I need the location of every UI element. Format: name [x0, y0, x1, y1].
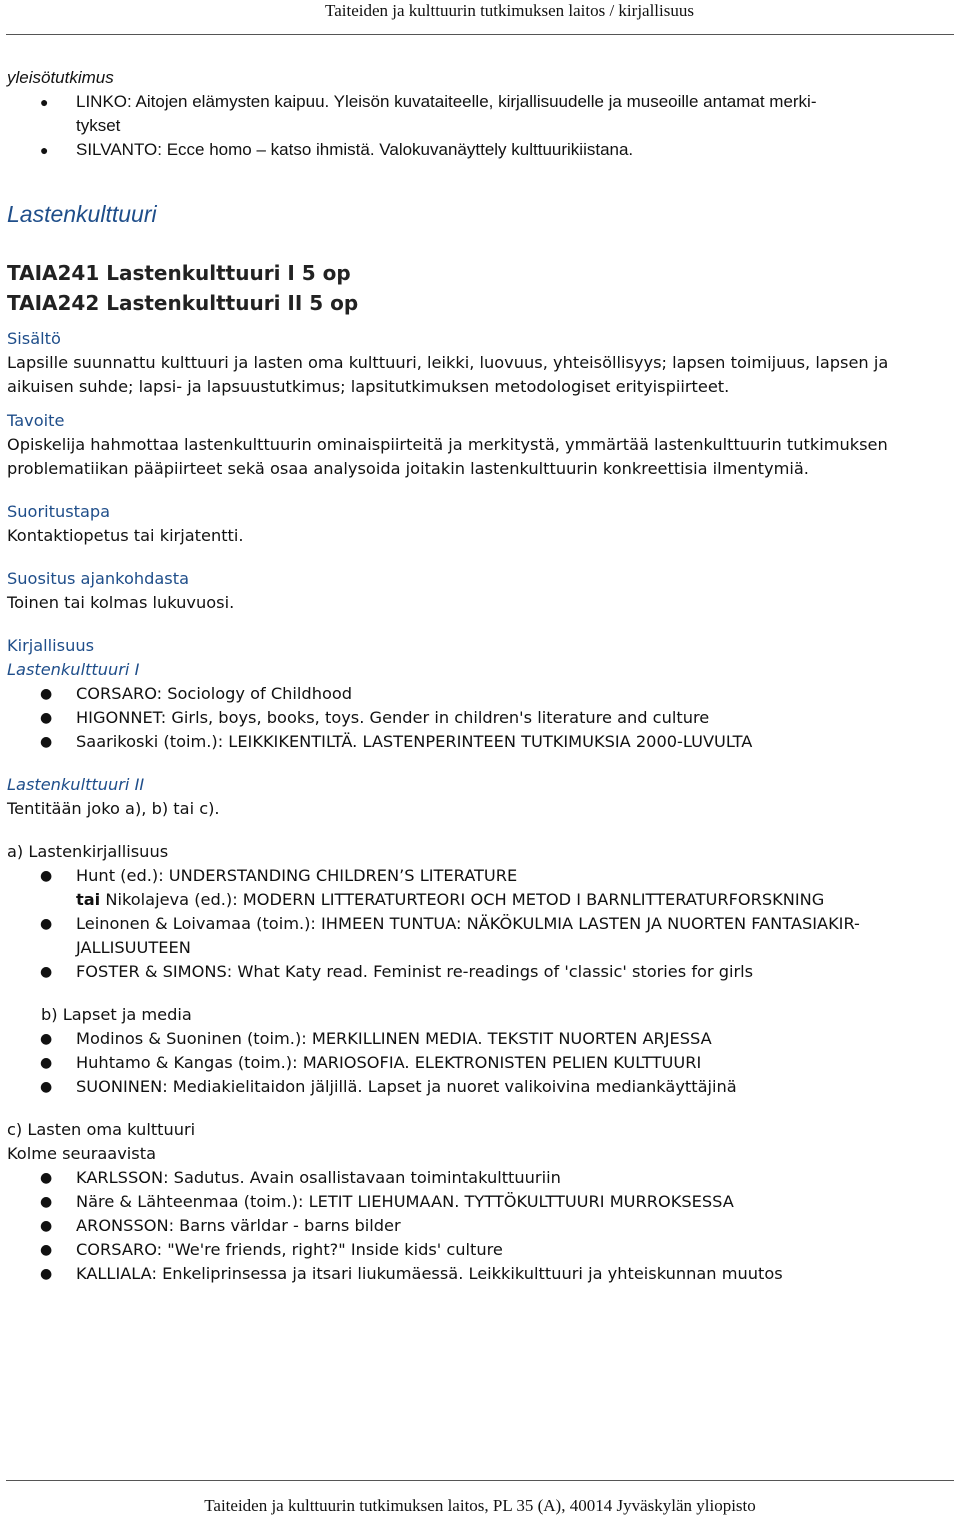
page-header: Taiteiden ja kulttuurin tutkimuksen laitos / kirjallisuus [325, 1, 694, 20]
list-item: ● CORSARO: "We're friends, right?" Inside kids' culture [7, 1238, 953, 1262]
list-item: ● Näre & Lähteenmaa (toim.): LETIT LIEHUMAAN. TYTTÖKULTTUURI MURROKSESSA [7, 1190, 953, 1214]
option-a-heading: a) Lastenkirjallisuus [7, 842, 169, 861]
top-list [7, 90, 953, 162]
list-item: ● SILVANTO: Ecce homo – katso ihmistä. Valokuvanäyttely kulttuurikiistana. [7, 138, 953, 162]
kirjallisuus-label: Kirjallisuus [7, 636, 95, 655]
bullet-icon: ● [40, 964, 53, 980]
list-item: ● KALLIALA: Enkeliprinsessa ja itsari liukumäessä. Leikkikulttuuri ja yhteiskunnan muutos [7, 1262, 953, 1286]
category-label: yleisötutkimus [7, 68, 114, 87]
lastenkulttuuri-1-list [7, 682, 953, 754]
list-item: ● LINKO: Aitojen elämysten kaipuu. Yleisön kuvataiteelle, kirjallisuudelle ja museoille antamat merki- tykset [40, 92, 817, 135]
option-c-heading: c) Lasten oma kulttuuri [7, 1120, 196, 1139]
course-title: TAIA242 Lastenkulttuuri II 5 op [7, 291, 359, 315]
bullet-icon: ● [40, 1218, 53, 1234]
suoritustapa-text: Kontaktiopetus tai kirjatentti. [7, 526, 244, 545]
bullet-icon: ● [40, 916, 53, 932]
lastenkulttuuri-1-heading: Lastenkulttuuri I [7, 660, 140, 679]
list-item: ● HIGONNET: Girls, boys, books, toys. Gender in children's literature and culture [7, 706, 953, 730]
footer-divider [6, 1480, 954, 1481]
list-item: ● Hunt (ed.): UNDERSTANDING CHILDREN’S LITERATURE tai Nikolajeva (ed.): MODERN LITTERATURTEORI OCH METOD I BARNLITTERATURFORSKNING [40, 866, 825, 909]
course-title: TAIA241 Lastenkulttuuri I 5 op [7, 261, 351, 285]
bullet-icon: ● [40, 1194, 53, 1210]
list-item: ● CORSARO: Sociology of Childhood [7, 682, 953, 706]
tavoite-text: Opiskelija hahmottaa lastenkulttuurin ominaispiirteitä ja merkitystä, ymmärtää lastenkulttuurin tutkimuksen problematiikan pääpiirteet sekä osaa analysoida joitakin lastenkulttuurin konkreettisia ilmentymiä. [7, 435, 888, 478]
list-item: ● Huhtamo & Kangas (toim.): MARIOSOFIA. ELEKTRONISTEN PELIEN KULTTUURI [7, 1051, 953, 1075]
bullet-icon: ● [40, 1266, 53, 1282]
sisalto-text: Lapsille suunnattu kulttuuri ja lasten oma kulttuuri, leikki, luovuus, yhteisöllisyys; lapsen toimijuus, lapsen ja aikuisen suhde; lapsi- ja lapsuustutkimus; lapsitutkimuksen metodologiset erityispiirteet. [7, 353, 889, 396]
option-b-list [7, 1027, 953, 1099]
tavoite-label: Tavoite [7, 411, 65, 430]
section-title: Lastenkulttuuri [7, 201, 157, 227]
bullet-icon: ● [40, 142, 49, 158]
list-item: ● Saarikoski (toim.): LEIKKIKENTILTÄ. LASTENPERINTEEN TUTKIMUKSIA 2000-LUVULTA [7, 730, 953, 754]
option-c-subheading: Kolme seuraavista [7, 1144, 157, 1163]
suositus-label: Suositus ajankohdasta [7, 569, 190, 588]
page-content [7, 66, 953, 1286]
lastenkulttuuri-2-text: Tentitään joko a), b) tai c). [7, 799, 220, 818]
list-item: ● SUONINEN: Mediakielitaidon jäljillä. Lapset ja nuoret valikoivina mediankäyttäjinä [7, 1075, 953, 1099]
bullet-icon: ● [40, 868, 53, 884]
bullet-icon: ● [40, 1031, 53, 1047]
list-item: ● KARLSSON: Sadutus. Avain osallistavaan toimintakulttuuriin [7, 1166, 953, 1190]
list-item: ● Leinonen & Loivamaa (toim.): IHMEEN TUNTUA: NÄKÖKULMIA LASTEN JA NUORTEN FANTASIAKIR- JALLISUUTEEN [40, 914, 860, 957]
bullet-icon: ● [40, 686, 53, 702]
header-divider [6, 34, 954, 35]
page-footer: Taiteiden ja kulttuurin tutkimuksen laitos, PL 35 (A), 40014 Jyväskylän yliopisto [204, 1496, 756, 1515]
bullet-icon: ● [40, 1242, 53, 1258]
option-b-heading: b) Lapset ja media [41, 1005, 192, 1024]
bullet-icon: ● [40, 710, 53, 726]
bullet-icon: ● [40, 1055, 53, 1071]
option-a-list [7, 864, 953, 984]
list-item: ● FOSTER & SIMONS: What Katy read. Feminist re-readings of 'classic' stories for girls [7, 960, 953, 984]
sisalto-label: Sisältö [7, 329, 61, 348]
bullet-icon: ● [40, 734, 53, 750]
bullet-icon: ● [40, 1079, 53, 1095]
list-item: ● Modinos & Suoninen (toim.): MERKILLINEN MEDIA. TEKSTIT NUORTEN ARJESSA [7, 1027, 953, 1051]
lastenkulttuuri-2-heading: Lastenkulttuuri II [7, 775, 145, 794]
option-c-list [7, 1166, 953, 1286]
suoritustapa-label: Suoritustapa [7, 502, 111, 521]
list-item: ● ARONSSON: Barns världar - barns bilder [7, 1214, 953, 1238]
bullet-icon: ● [40, 94, 49, 110]
suositus-text: Toinen tai kolmas lukuvuosi. [7, 593, 235, 612]
bullet-icon: ● [40, 1170, 53, 1186]
